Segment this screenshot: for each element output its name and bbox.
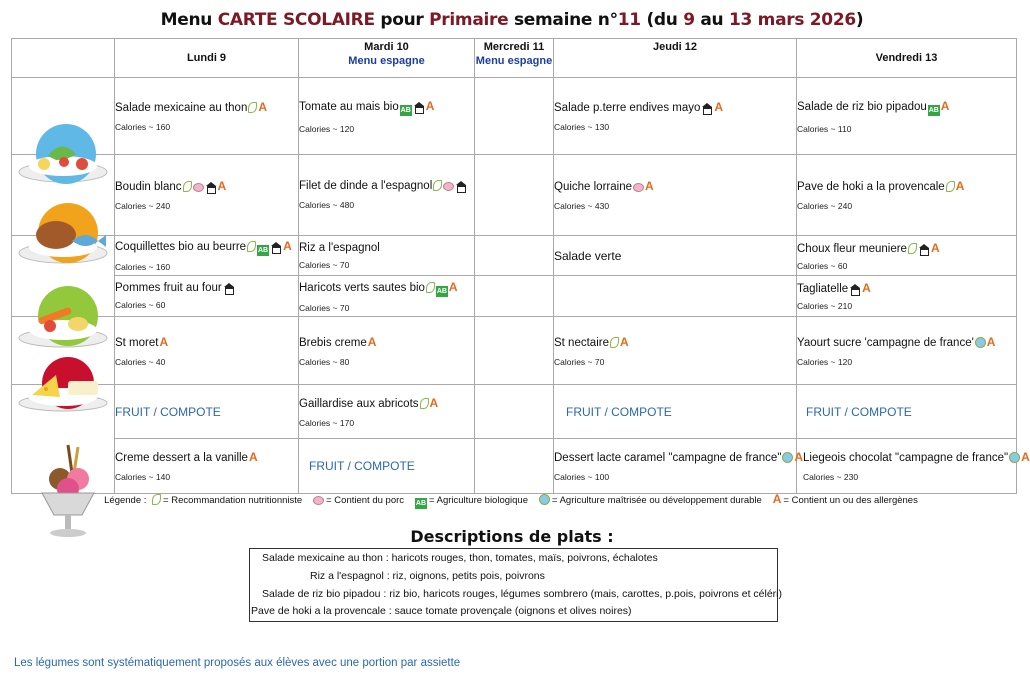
dish-cell — [299, 317, 475, 385]
organic-icon: AB — [928, 106, 939, 114]
page-title: Menu CARTE SCOLAIRE pour Primaire semaine n°11 (du 9 au 13 mars 2026) — [160, 10, 864, 30]
allergen-icon: A — [930, 240, 940, 255]
calories: Calories ~ 160 — [115, 262, 171, 272]
fruit-compote-cell — [797, 385, 1017, 439]
row-fromage — [12, 317, 1017, 385]
homemade-icon — [701, 103, 713, 113]
calories: Calories ~ 140 — [115, 472, 171, 482]
menu-table — [11, 38, 1030, 494]
calories: Calories ~ 210 — [797, 301, 853, 311]
dish-name: St moret — [115, 336, 159, 349]
empty-cell — [475, 78, 554, 155]
organic-icon: AB — [415, 500, 427, 507]
nutrition-leaf-icon — [183, 181, 192, 192]
allergen-icon: A — [644, 179, 654, 193]
allergen-icon: A — [367, 334, 377, 349]
nutrition-leaf-icon — [152, 494, 161, 505]
row-dessert-2 — [12, 439, 1017, 494]
descriptions-box — [249, 548, 782, 622]
calories: Calories ~ 240 — [115, 201, 171, 211]
dish-name: Salade de riz bio pipadou — [797, 100, 927, 113]
nutrition-leaf-icon — [433, 180, 442, 191]
description-line: Salade mexicaine au thon : haricots rouges, thon, tomates, maïs, poivrons, échalotes — [262, 552, 658, 564]
day-header-tue: Mardi 10 Menu espagne — [299, 39, 475, 78]
dish-name: St nectaire — [554, 336, 609, 349]
allergen-icon: A — [986, 334, 996, 349]
empty-cell — [475, 439, 554, 494]
dish-name: Riz a l'espagnol — [299, 241, 380, 254]
allergen-icon: A — [940, 98, 950, 113]
dish-cell — [299, 78, 475, 155]
row-legume-2 — [12, 276, 1017, 317]
dish-name: Pave de hoki a la provencale — [797, 181, 945, 193]
legend-bio: = Agriculture biologique — [428, 495, 528, 506]
dish-cell — [797, 439, 1030, 494]
day-header-fri: Vendredi 13 — [797, 39, 1017, 78]
vegetables-image — [16, 280, 110, 352]
row-legume-1 — [12, 236, 1017, 276]
allergen-icon: A — [448, 279, 458, 294]
legend — [0, 492, 1024, 509]
dish-name: Dessert lacte caramel "campagne de france" — [554, 452, 782, 464]
dish-cell — [115, 276, 299, 317]
pork-icon — [193, 183, 204, 192]
dish-cell — [797, 155, 1017, 236]
empty-cell — [475, 155, 554, 236]
pork-icon — [633, 183, 644, 192]
legend-allergen: = Contient un ou des allergènes — [783, 495, 918, 506]
dish-cell — [554, 155, 797, 236]
empty-cell — [554, 276, 797, 317]
empty-cell — [475, 276, 554, 317]
calories: Calories ~ 80 — [299, 356, 350, 367]
allergen-icon: A — [794, 450, 804, 464]
pork-icon — [313, 496, 324, 505]
dish-cell — [797, 78, 1017, 155]
dish-name: FRUIT / COMPOTE — [566, 404, 672, 419]
dish-cell — [797, 317, 1017, 385]
description-line: Pave de hoki a la provencale : sauce tomate provençale (oignons et olives noires) — [251, 605, 632, 617]
dish-cell — [797, 276, 1017, 317]
homemade-icon — [918, 244, 930, 254]
allergen-icon: A — [159, 334, 169, 349]
nutrition-leaf-icon — [426, 282, 435, 293]
homemade-icon — [413, 102, 425, 112]
dish-cell — [115, 317, 299, 385]
dish-cell — [554, 78, 797, 155]
nutrition-leaf-icon — [248, 102, 257, 113]
dish-name: Haricots verts sautes bio — [299, 281, 425, 294]
dish-name: Coquillettes bio au beurre — [115, 241, 247, 253]
nutrition-leaf-icon — [420, 398, 429, 409]
allergen-icon: A — [258, 100, 268, 114]
allergen-icon: A — [862, 281, 871, 295]
salad-image — [16, 120, 110, 188]
dish-name: Brebis creme — [299, 336, 367, 349]
nutrition-leaf-icon — [610, 337, 619, 348]
legend-prefix: Légende : — [104, 495, 150, 506]
row-dessert-1 — [12, 385, 1017, 439]
dish-name: Boudin blanc — [115, 181, 182, 193]
empty-cell — [475, 317, 554, 385]
row-entree — [12, 78, 1017, 155]
dish-name: FRUIT / COMPOTE — [309, 459, 415, 473]
dish-cell — [299, 236, 475, 276]
corner-cell — [12, 39, 115, 78]
row-image-cell — [12, 78, 115, 155]
calories: Calories ~ 170 — [299, 417, 355, 428]
sustainable-agriculture-icon — [782, 452, 793, 463]
nutrition-leaf-icon — [946, 181, 955, 192]
allergen-icon: A — [772, 492, 782, 506]
calories: Calories ~ 100 — [554, 472, 610, 482]
dish-name: Filet de dinde a l'espagnol — [299, 180, 433, 192]
dish-name: Salade verte — [554, 248, 622, 263]
empty-cell — [475, 236, 554, 276]
calories: Calories ~ 60 — [115, 300, 166, 310]
nutrition-leaf-icon — [908, 243, 917, 254]
dish-name: FRUIT / COMPOTE — [806, 404, 912, 419]
calories: Calories ~ 430 — [554, 201, 610, 211]
day-header-wed: Mercredi 11 Menu espagne — [475, 39, 554, 78]
organic-icon: AB — [436, 287, 447, 295]
allergen-icon: A — [429, 395, 439, 410]
row-plat — [12, 155, 1017, 236]
allergen-icon: A — [217, 179, 227, 193]
description-line: Salade de riz bio pipadou : riz bio, haricots rouges, légumes sombrero (mais, carottes, p.pois, poivrons et céléri) — [262, 588, 782, 600]
dish-name: Liegeois chocolat "campagne de france" — [803, 452, 1009, 464]
fruit-compote-cell — [299, 439, 475, 494]
calories: Calories ~ 70 — [299, 259, 350, 270]
dish-name: Creme dessert a la vanille — [115, 452, 248, 464]
dish-cell — [299, 385, 475, 439]
dish-cell — [554, 439, 804, 494]
dish-cell — [115, 155, 299, 236]
main-dish-image — [16, 199, 110, 269]
footer-note: Les légumes sont systématiquement proposés aux élèves avec une portion par assiette — [14, 657, 461, 669]
homemade-icon — [849, 284, 861, 294]
sustainable-agriculture-icon — [539, 494, 550, 505]
homemade-icon — [205, 182, 217, 192]
allergen-icon: A — [248, 450, 258, 464]
day-header-thu: Jeudi 12 — [554, 39, 797, 78]
fruit-compote-cell — [115, 385, 299, 439]
empty-cell — [475, 385, 554, 439]
homemade-icon — [270, 242, 282, 252]
homemade-icon — [455, 181, 467, 191]
calories: Calories ~ 240 — [797, 201, 853, 211]
day-header-mon: Lundi 9 — [115, 39, 299, 78]
sustainable-agriculture-icon — [1009, 452, 1020, 463]
dish-cell — [299, 155, 475, 236]
dish-name: Yaourt sucre 'campagne de france' — [797, 336, 974, 349]
dish-cell — [115, 236, 299, 276]
allergen-icon: A — [425, 98, 435, 113]
calories: Calories ~ 110 — [797, 123, 852, 134]
calories: Calories ~ 130 — [554, 122, 610, 132]
dish-name: Salade mexicaine au thon — [115, 102, 248, 114]
allergen-icon: A — [714, 100, 724, 114]
legend-leaf: = Recommandation nutritionniste — [163, 495, 303, 506]
calories: Calories ~ 160 — [115, 122, 171, 132]
organic-icon: AB — [258, 247, 269, 254]
calories: Calories ~ 120 — [797, 356, 853, 367]
fruit-compote-cell — [554, 385, 797, 439]
calories: Calories ~ 70 — [554, 356, 605, 367]
header-row — [12, 39, 1017, 78]
allergen-icon: A — [955, 179, 965, 193]
description-line: Riz a l'espagnol : riz, oignons, petits pois, poivrons — [310, 570, 545, 582]
calories: Calories ~ 230 — [803, 472, 859, 482]
dish-cell — [115, 78, 299, 155]
descriptions-title: Descriptions de plats : — [410, 527, 614, 546]
legend-pig: = Contient du porc — [326, 495, 405, 506]
calories: Calories ~ 120 — [299, 123, 355, 134]
dish-name: Salade p.terre endives mayo — [554, 102, 701, 114]
dish-name: FRUIT / COMPOTE — [115, 404, 221, 419]
dish-name: Quiche lorraine — [554, 181, 632, 193]
dish-cell — [797, 236, 1017, 276]
dish-cell — [554, 317, 797, 385]
dish-cell — [299, 276, 475, 317]
dish-name: Tagliatelle — [797, 283, 849, 295]
allergen-icon: A — [1021, 450, 1030, 464]
calories: Calories ~ 60 — [797, 260, 848, 271]
organic-icon: AB — [400, 106, 411, 114]
homemade-icon — [223, 283, 235, 293]
pork-icon — [443, 182, 454, 191]
dish-name: Tomate au mais bio — [299, 100, 399, 113]
dish-cell — [554, 236, 797, 276]
calories: Calories ~ 70 — [299, 302, 350, 313]
allergen-icon: A — [619, 334, 629, 349]
calories: Calories ~ 40 — [115, 356, 166, 367]
menu-theme-label: Menu espagne — [475, 55, 553, 67]
menu-theme-label: Menu espagne — [348, 55, 425, 67]
dish-cell — [115, 439, 299, 494]
legend-globe: = Agriculture maîtrisée ou développement durable — [551, 495, 762, 506]
nutrition-leaf-icon — [247, 241, 256, 252]
calories: Calories ~ 480 — [299, 200, 355, 210]
dish-name: Gaillardise aux abricots — [299, 397, 419, 410]
cheese-image — [16, 355, 110, 415]
sustainable-agriculture-icon — [975, 337, 986, 348]
dish-name: Choux fleur meuniere — [797, 242, 907, 255]
allergen-icon: A — [283, 239, 292, 253]
dish-name: Pommes fruit au four — [115, 282, 222, 294]
